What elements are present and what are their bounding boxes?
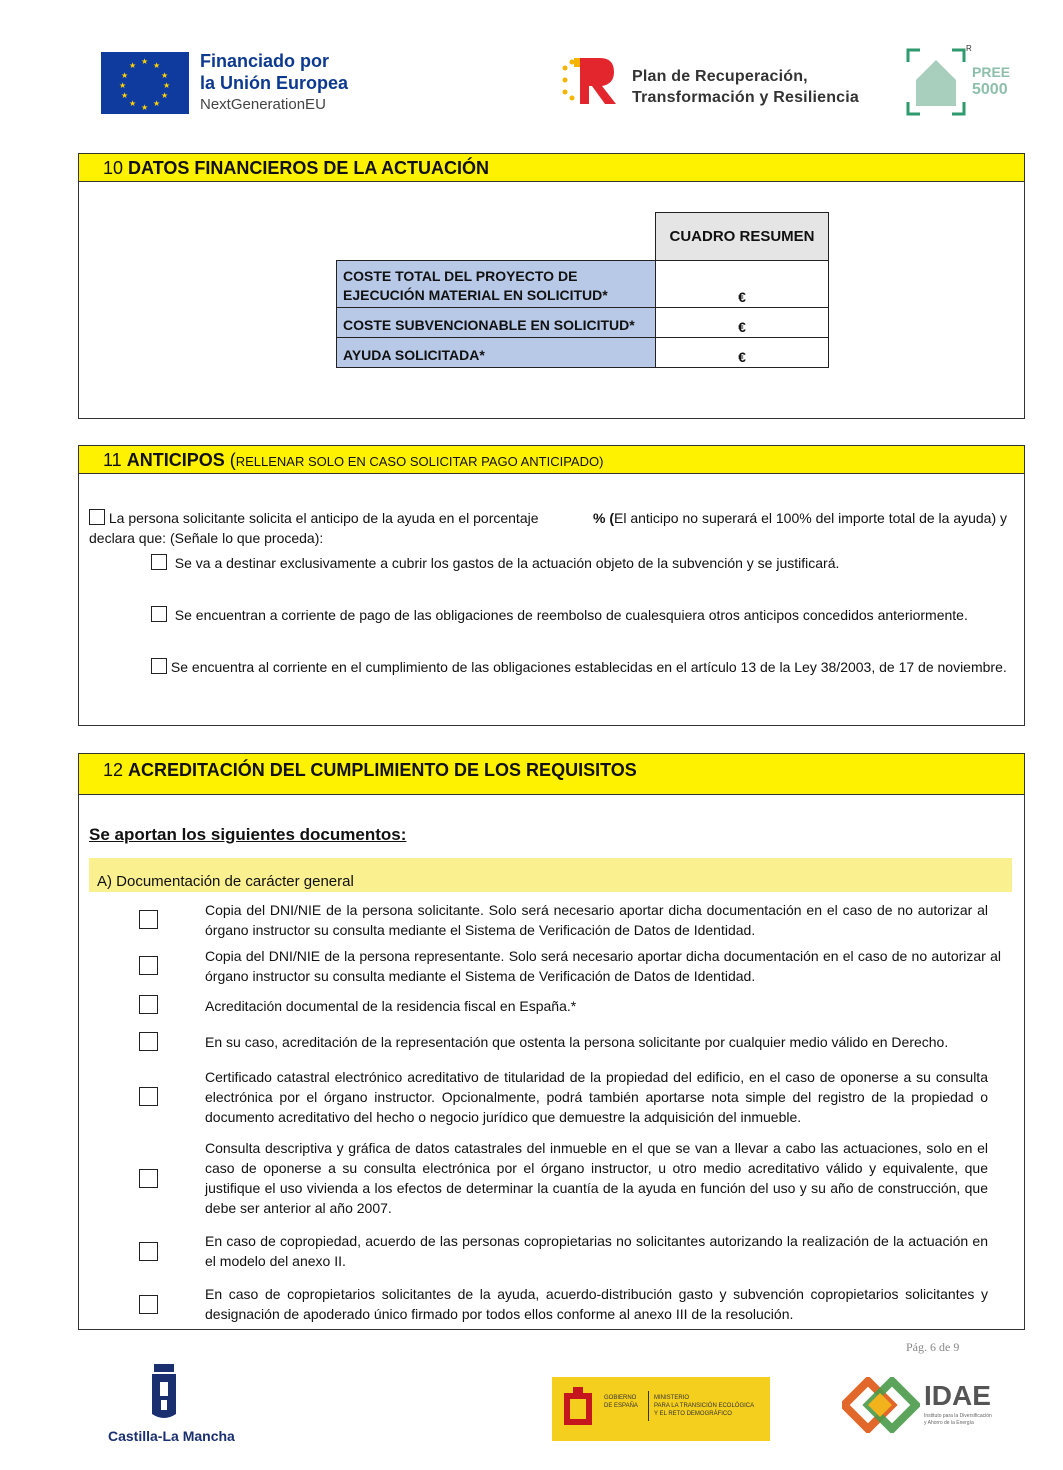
- eu-line-1: Financiado por: [200, 51, 330, 71]
- pree-line-1: PREE: [972, 64, 1011, 80]
- doc-checkbox[interactable]: [139, 995, 158, 1014]
- doc-checkbox[interactable]: [139, 1242, 158, 1261]
- pree-line-2: 5000: [972, 81, 1008, 98]
- advance-option-checkbox[interactable]: [151, 606, 167, 622]
- doc-item-text: Consulta descriptiva y gráfica de datos catastrales del inmueble en el que se van a llevar a cabo las actuaciones, solo en el caso de oponerse a su consulta electrónica por el órgano instructor, u otro medio acreditativo válido y equivalente, que justifique el uso vivienda a los efectos de determinar la cuantía de la ayuda en función del uso y su año de construcción, que debe ser anterior al año 2007.: [205, 1140, 988, 1216]
- gobierno-divider: [648, 1391, 649, 1421]
- section-11-title: ANTICIPOS: [126, 450, 225, 470]
- prtr-line-2: Transformación y Resiliencia: [632, 89, 860, 106]
- summary-row-label: AYUDA SOLICITADA*: [337, 338, 656, 368]
- section-10-title: DATOS FINANCIEROS DE LA ACTUACIÓN: [128, 158, 490, 178]
- section-12-number: 12: [103, 760, 124, 780]
- doc-item-text: Copia del DNI/NIE de la persona representante. Solo será necesario aportar dicha documentación en el caso de no autorizar al órgano instructor su consulta mediante el Sistema de Verificación de Datos de Identidad.: [205, 948, 1001, 984]
- summary-row-label: COSTE SUBVENCIONABLE EN SOLICITUD*: [337, 308, 656, 338]
- advance-percent-sign: % (: [593, 510, 614, 526]
- advance-option-text: Se encuentran a corriente de pago de las obligaciones de reembolso de cualesquiera otros anticipos concedidos anteriormente.: [174, 607, 968, 623]
- gobierno-line-1: GOBIERNO: [604, 1395, 637, 1401]
- section-11-advances: [78, 445, 1025, 726]
- ministerio-line-2: PARA LA TRANSICIÓN ECOLÓGICA: [654, 1403, 755, 1409]
- prtr-line-1: Plan de Recuperación,: [632, 68, 808, 85]
- eu-line-3: NextGenerationEU: [200, 96, 326, 113]
- prtr-text: [632, 66, 859, 108]
- advance-percent-note: [593, 508, 1023, 528]
- doc-item-text: En caso de copropiedad, acuerdo de las personas copropietarias no solicitantes autorizando la realización de la actuación en el modelo del anexo II.: [205, 1233, 988, 1269]
- doc-item-text: Copia del DNI/NIE de la persona solicitante. Solo será necesario aportar dicha documentación en el caso de no autorizar al órgano instructor su consulta mediante el Sistema de Verificación de Datos de Identidad.: [205, 902, 988, 938]
- pree-logo: [904, 44, 1024, 120]
- summary-table-corner: [337, 213, 656, 261]
- idae-sub-2: y Ahorro de la Energía: [924, 1420, 974, 1426]
- section-10-number: 10: [103, 158, 124, 178]
- section-11-number: 11: [103, 450, 122, 470]
- doc-item-text: Acreditación documental de la residencia fiscal en España.*: [205, 998, 577, 1014]
- castilla-la-mancha-label: Castilla-La Mancha: [108, 1428, 235, 1444]
- idae-sub-1: Instituto para la Diversificación: [924, 1413, 992, 1419]
- advance-declare-text: declara que: (Señale lo que proceda):: [89, 530, 324, 546]
- section-12-title: ACREDITACIÓN DEL CUMPLIMIENTO DE LOS REQUISITOS: [128, 760, 637, 780]
- doc-item-text: En su caso, acreditación de la representación que ostenta la persona solicitante por cualquier medio válido en Derecho.: [205, 1034, 949, 1050]
- summary-row: [337, 261, 829, 308]
- section-10-financial-data: [78, 153, 1025, 419]
- ministerio-line-3: Y EL RETO DEMOGRÁFICO: [654, 1411, 732, 1417]
- group-a-title: A) Documentación de carácter general: [97, 873, 354, 890]
- ministerio-line-1: MINISTERIO: [654, 1395, 690, 1401]
- advance-option-text: Se va a destinar exclusivamente a cubrir los gastos de la actuación objeto de la subvención y se justificará.: [174, 555, 840, 571]
- section-11-subtitle-open: (: [224, 450, 236, 470]
- doc-checkbox[interactable]: [139, 910, 158, 929]
- section-11-subtitle-close: ): [599, 454, 604, 469]
- doc-checkbox[interactable]: [139, 956, 158, 975]
- page-number: Pág. 6 de 9: [906, 1340, 960, 1354]
- prtr-logo: [560, 54, 620, 106]
- section-11-subtitle: RELLENAR SOLO EN CASO SOLICITAR PAGO ANTICIPADO: [235, 454, 600, 469]
- eu-flag-logo: ★ ★ ★ ★ ★ ★ ★ ★ ★ ★ ★ ★: [101, 52, 189, 114]
- summary-row-label: COSTE TOTAL DEL PROYECTO DE EJECUCIÓN MATERIAL EN SOLICITUD*: [337, 261, 656, 308]
- spain-shield-icon: [560, 1385, 596, 1433]
- section-11-header: [79, 446, 1024, 474]
- advance-option-text: Se encuentra al corriente en el cumplimiento de las obligaciones establecidas en el artículo 13 de la Ley 38/2003, de 17 de noviembre.: [170, 659, 1007, 675]
- summary-row-value[interactable]: €: [656, 338, 829, 368]
- doc-checkbox[interactable]: [139, 1295, 158, 1314]
- doc-checkbox[interactable]: [139, 1087, 158, 1106]
- advance-option: [151, 553, 1021, 573]
- advance-request-text: La persona solicitante solicita el anticipo de la ayuda en el porcentaje: [108, 510, 539, 526]
- eu-funding-text: [200, 50, 348, 116]
- summary-table-header: CUADRO RESUMEN: [656, 213, 829, 261]
- summary-row-value[interactable]: €: [656, 261, 829, 308]
- doc-checkbox[interactable]: [139, 1032, 158, 1051]
- section-12-requirements: [78, 753, 1025, 1330]
- summary-row: [337, 338, 829, 368]
- summary-row: [337, 308, 829, 338]
- idae-symbol-icon: [842, 1377, 920, 1433]
- advance-option: [151, 605, 1021, 625]
- advance-percent-note-text: El anticipo no superará el 100% del importe total de la ayuda) y: [614, 510, 1008, 526]
- advance-option: [151, 657, 1021, 677]
- summary-row-value[interactable]: €: [656, 308, 829, 338]
- idae-label: IDAE: [924, 1380, 991, 1411]
- eu-line-2: la Unión Europea: [200, 73, 349, 93]
- doc-item-text: En caso de copropietarios solicitantes de la ayuda, acuerdo-distribución gasto y subvención copropietarios solicitantes y designación de apoderado único firmado por todos ellos conforme al anexo III de la resolución.: [205, 1286, 988, 1322]
- gobierno-line-2: DE ESPAÑA: [604, 1403, 638, 1409]
- advance-request-checkbox[interactable]: [89, 509, 105, 525]
- docs-heading: Se aportan los siguientes documentos:: [89, 825, 407, 844]
- doc-item-text: Certificado catastral electrónico acreditativo de titularidad de la propiedad del edificio, en el caso de oponerse a su consulta electrónica por el órgano instructor. Opcionalmente, podrá también aportarse nota simple del registro de la propiedad o documento acreditativo del hecho o negocio jurídico que demuestre la adquisición del inmueble.: [205, 1069, 988, 1125]
- castilla-la-mancha-crest-icon: [140, 1362, 188, 1424]
- gobierno-espana-logo: [552, 1377, 770, 1441]
- pree-mark: R: [966, 44, 972, 53]
- section-12-header: [79, 754, 1024, 795]
- advance-option-checkbox[interactable]: [151, 554, 167, 570]
- section-10-header: [79, 154, 1024, 182]
- doc-checkbox[interactable]: [139, 1169, 158, 1188]
- advance-option-checkbox[interactable]: [151, 658, 167, 674]
- summary-table: [336, 212, 829, 368]
- group-a-band: [89, 858, 1012, 892]
